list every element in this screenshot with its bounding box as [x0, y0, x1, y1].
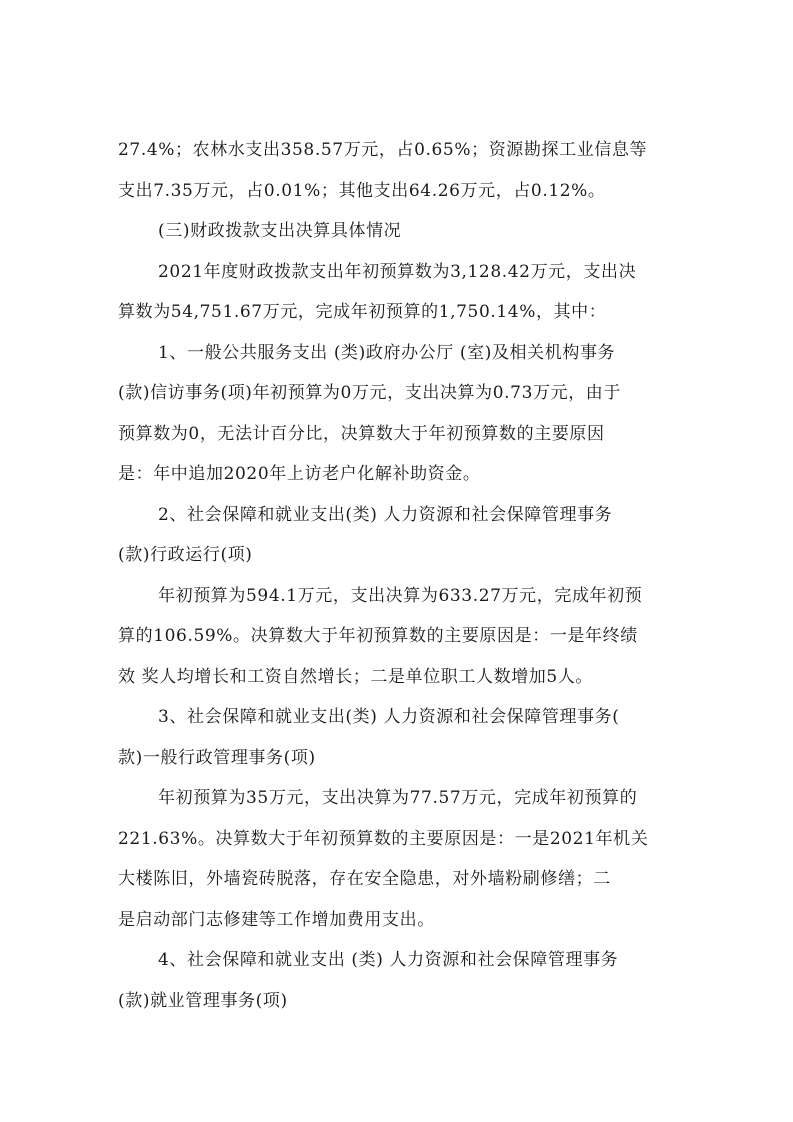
- text-line: 算的106.59%。决算数大于年初预算数的主要原因是：一是年终绩: [118, 626, 638, 646]
- text-line: 预算数为0，无法计百分比，决算数大于年初预算数的主要原因: [118, 423, 605, 444]
- document-body: [118, 130, 693, 1021]
- text-line: (款)行政运行(项): [118, 545, 253, 565]
- text-line: 算数为54,751.67万元，完成年初预算的1,750.14%，其中：: [118, 302, 607, 322]
- text-line: (款)就业管理事务(项): [118, 990, 288, 1011]
- text-line: (三)财政拨款支出决算具体情况: [158, 221, 402, 241]
- text-line: 2021年度财政拨款支出年初预算数为3,128.42万元，支出决: [158, 261, 637, 282]
- text-line: 款)一般行政管理事务(项): [118, 747, 316, 768]
- text-line: (款)信访事务(项)年初预算为0万元，支出决算为0.73万元，由于: [118, 383, 621, 403]
- text-line: 大楼陈旧，外墙瓷砖脱落，存在安全隐患，对外墙粉刷修缮；二: [118, 869, 611, 889]
- text-line: 4、社会保障和就业支出 (类) 人力资源和社会保障管理事务: [158, 950, 619, 970]
- text-line: 是：年中追加2020年上访老户化解补助资金。: [118, 464, 481, 484]
- text-line: 年初预算为594.1万元，支出决算为633.27万元，完成年初预: [158, 585, 643, 606]
- text-line: 1、一般公共服务支出 (类)政府办公厅 (室)及相关机构事务: [158, 342, 616, 363]
- text-line: 2、社会保障和就业支出(类) 人力资源和社会保障管理事务: [158, 504, 613, 525]
- text-line: 3、社会保障和就业支出(类) 人力资源和社会保障管理事务(: [158, 707, 620, 727]
- text-line: 支出7.35万元，占0.01%；其他支出64.26万元，占0.12%。: [118, 180, 606, 201]
- text-line: 效 奖人均增长和工资自然增长；二是单位职工人数增加5人。: [118, 666, 594, 687]
- text-line: 27.4%；农林水支出358.57万元，占0.65%；资源勘探工业信息等: [118, 140, 648, 160]
- text-line: 是启动部门志修建等工作增加费用支出。: [118, 909, 435, 930]
- text-line: 221.63%。决算数大于年初预算数的主要原因是：一是2021年机关: [118, 828, 649, 849]
- text-line: 年初预算为35万元，支出决算为77.57万元，完成年初预算的: [158, 788, 638, 808]
